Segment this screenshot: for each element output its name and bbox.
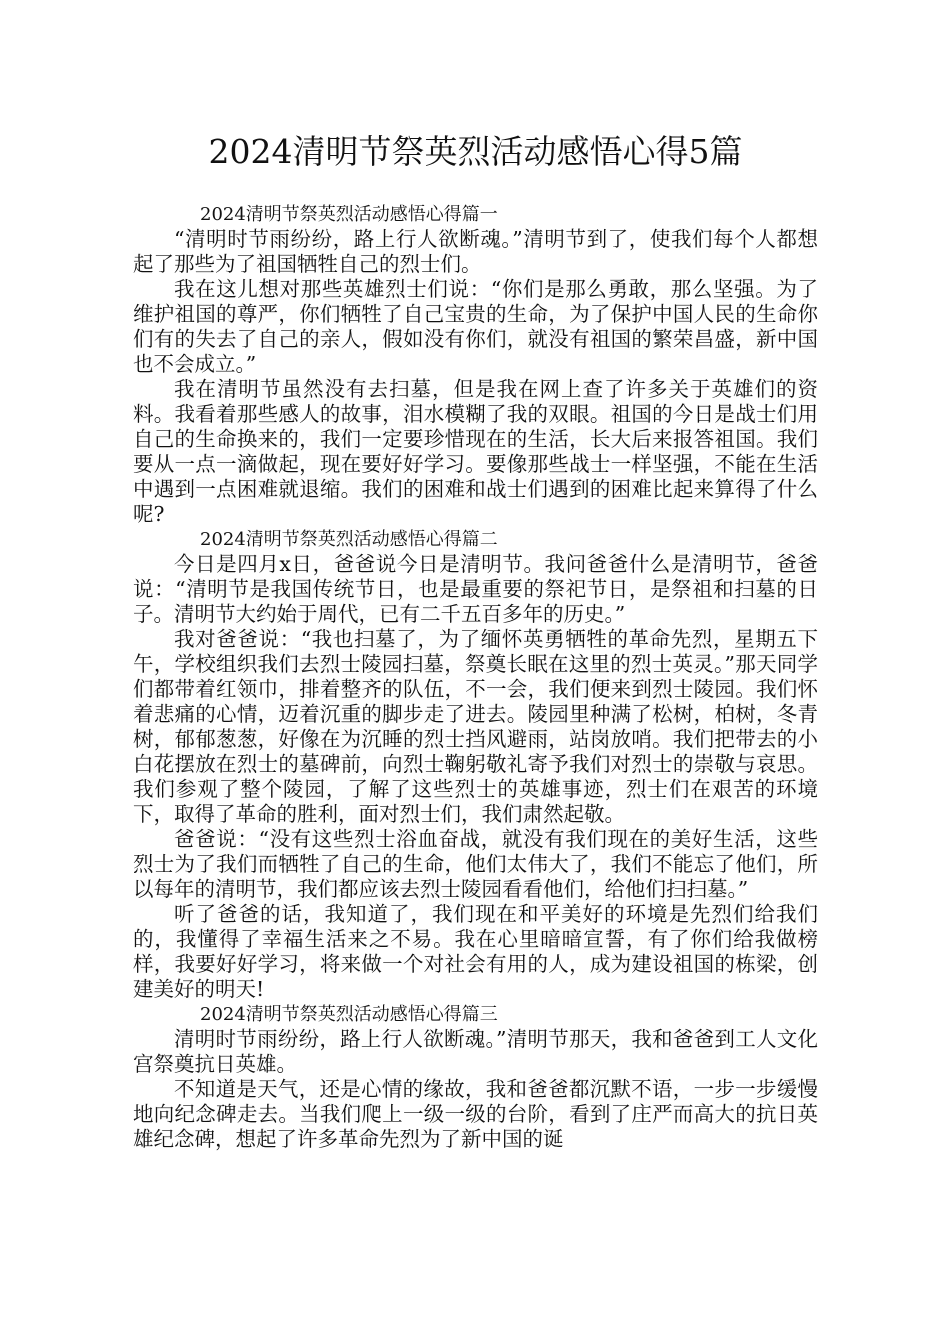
paragraph: 不知道是天气，还是心情的缘故，我和爸爸都沉默不语，一步一步缓慢地向纪念碑走去。当我们爬上一级一级的台阶，看到了庄严而高大的抗日英雄纪念碑，想起了许多革命先烈为了新中国的诞 [133,1077,818,1151]
section-heading-2: 2024清明节祭英烈活动感悟心得篇二 [200,529,498,550]
paragraph: 我在清明节虽然没有去扫墓，但是我在网上查了许多关于英雄们的资料。我看着那些感人的故事，泪水模糊了我的双眼。祖国的今日是战士们用自己的生命换来的，我们一定要珍惜现在的生活，长大后来报答祖国。我们要从一点一滴做起，现在要好好学习。要像那些战士一样坚强，不能在生活中遇到一点困难就退缩。我们的困难和战士们遇到的困难比起来算得了什么呢? [133,377,818,526]
paragraph: 我在这儿想对那些英雄烈士们说：“你们是那么勇敢，那么坚强。为了维护祖国的尊严，你们牺牲了自己宝贵的生命，为了保护中国人民的生命你们有的失去了自己的亲人，假如没有你们，就没有祖国的繁荣昌盛，新中国也不会成立。” [133,277,818,376]
paragraph: 听了爸爸的话，我知道了，我们现在和平美好的环境是先烈们给我们的，我懂得了幸福生活来之不易。我在心里暗暗宣誓，有了你们给我做榜样，我要好好学习，将来做一个对社会有用的人，成为建设祖国的栋梁，创建美好的明天! [133,902,818,1001]
document-title: 2024清明节祭英烈活动感悟心得5篇 [208,132,743,171]
paragraph: 我对爸爸说：“我也扫墓了，为了缅怀英勇牺牲的革命先烈，星期五下午，学校组织我们去烈士陵园扫墓，祭奠长眠在这里的烈士英灵。”那天同学们都带着红领巾，排着整齐的队伍，不一会，我们便来到烈士陵园。我们怀着悲痛的心情，迈着沉重的脚步走了进去。陵园里种满了松树，柏树，冬青树，郁郁葱葱，好像在为沉睡的烈士挡风避雨，站岗放哨。我们把带去的小白花摆放在烈士的墓碑前，向烈士鞠躬敬礼寄予我们对烈士的崇敬与哀思。我们参观了整个陵园，了解了这些烈士的英雄事迹，烈士们在艰苦的环境下，取得了革命的胜利，面对烈士们，我们肃然起敬。 [133,627,818,826]
section-heading-1: 2024清明节祭英烈活动感悟心得篇一 [200,204,498,225]
document-body [133,202,818,1152]
paragraph: 爸爸说：“没有这些烈士浴血奋战，就没有我们现在的美好生活，这些烈士为了我们而牺牲了自己的生命，他们太伟大了，我们不能忘了他们，所以每年的清明节，我们都应该去烈士陵园看看他们，给他们扫扫墓。” [133,827,818,901]
paragraph: “清明时节雨纷纷，路上行人欲断魂。”清明节到了，使我们每个人都想起了那些为了祖国牺牲自己的烈士们。 [133,227,818,276]
section-heading-3: 2024清明节祭英烈活动感悟心得篇三 [200,1004,498,1025]
paragraph: 今日是四月x日，爸爸说今日是清明节。我问爸爸什么是清明节，爸爸说：“清明节是我国传统节日，也是最重要的祭祀节日，是祭祖和扫墓的日子。清明节大约始于周代，已有二千五百多年的历史。” [133,552,818,626]
document-page [133,130,818,1152]
paragraph: 清明时节雨纷纷，路上行人欲断魂。”清明节那天，我和爸爸到工人文化宫祭奠抗日英雄。 [133,1027,818,1076]
